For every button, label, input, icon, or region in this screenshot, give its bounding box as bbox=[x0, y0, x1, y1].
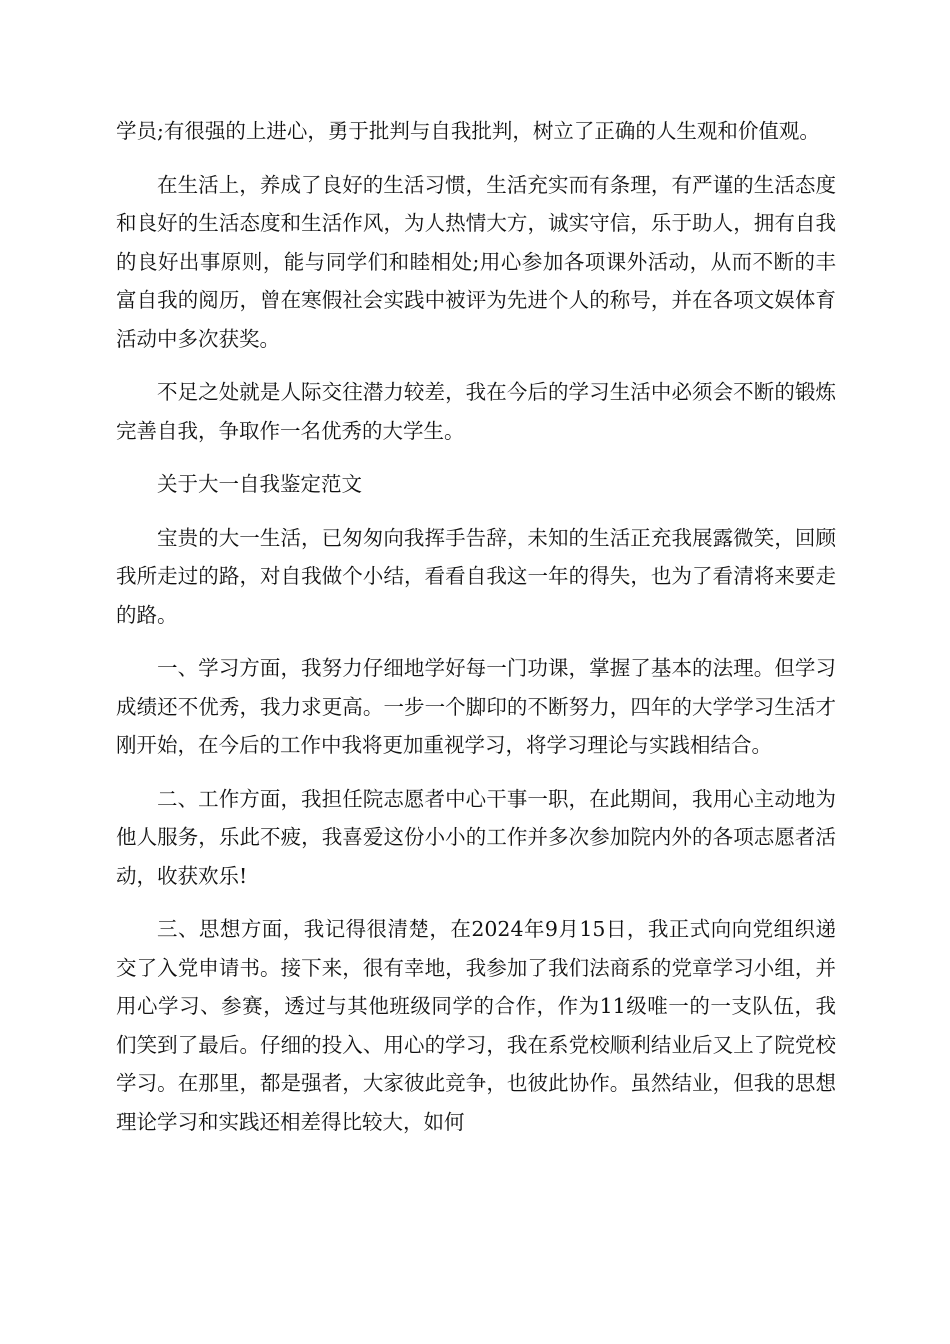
section-heading: 关于大一自我鉴定范文 bbox=[157, 472, 362, 496]
paragraph-intro: 宝贵的大一生活，已匆匆向我挥手告辞，未知的生活正充我展露微笑，回顾我所走过的路，对自我做个小结，看看自我这一年的得失，也为了看清将来要走的路。 bbox=[116, 525, 836, 627]
document-body bbox=[116, 112, 836, 1156]
paragraph-work: 二、工作方面，我担任院志愿者中心干事一职，在此期间，我用心主动地为他人服务，乐此不疲，我喜爱这份小小的工作并多次参加院内外的各项志愿者活动，收获欢乐! bbox=[116, 786, 836, 888]
paragraph-shortcomings: 不足之处就是人际交往潜力较差，我在今后的学习生活中必须会不断的锻炼完善自我，争取作一名优秀的大学生。 bbox=[116, 380, 836, 443]
paragraph-thought: 三、思想方面，我记得很清楚，在2024年9月15日，我正式向向党组织递交了入党申请书。接下来，很有幸地，我参加了我们法商系的党章学习小组，并用心学习、参赛，透过与其他班级同学的合作，作为11级唯一的一支队伍，我们笑到了最后。仔细的投入、用心的学习，我在系党校顺利结业后又上了院党校学习。在那里，都是强者，大家彼此竞争，也彼此协作。虽然结业，但我的思想理论学习和实践还相差得比较大，如何 bbox=[116, 917, 836, 1134]
paragraph-continuation: 学员;有很强的上进心，勇于批判与自我批判，树立了正确的人生观和价值观。 bbox=[116, 119, 820, 143]
paragraph-life: 在生活上，养成了良好的生活习惯，生活充实而有条理，有严谨的生活态度和良好的生活态度和生活作风，为人热情大方，诚实守信，乐于助人，拥有自我的良好出事原则，能与同学们和睦相处;用心参加各项课外活动，从而不断的丰富自我的阅历，曾在寒假社会实践中被评为先进个人的称号，并在各项文娱体育活动中多次获奖。 bbox=[116, 172, 836, 351]
paragraph-study: 一、学习方面，我努力仔细地学好每一门功课，掌握了基本的法理。但学习成绩还不优秀，我力求更高。一步一个脚印的不断努力，四年的大学学习生活才刚开始，在今后的工作中我将更加重视学习，将学习理论与实践相结合。 bbox=[116, 656, 836, 757]
